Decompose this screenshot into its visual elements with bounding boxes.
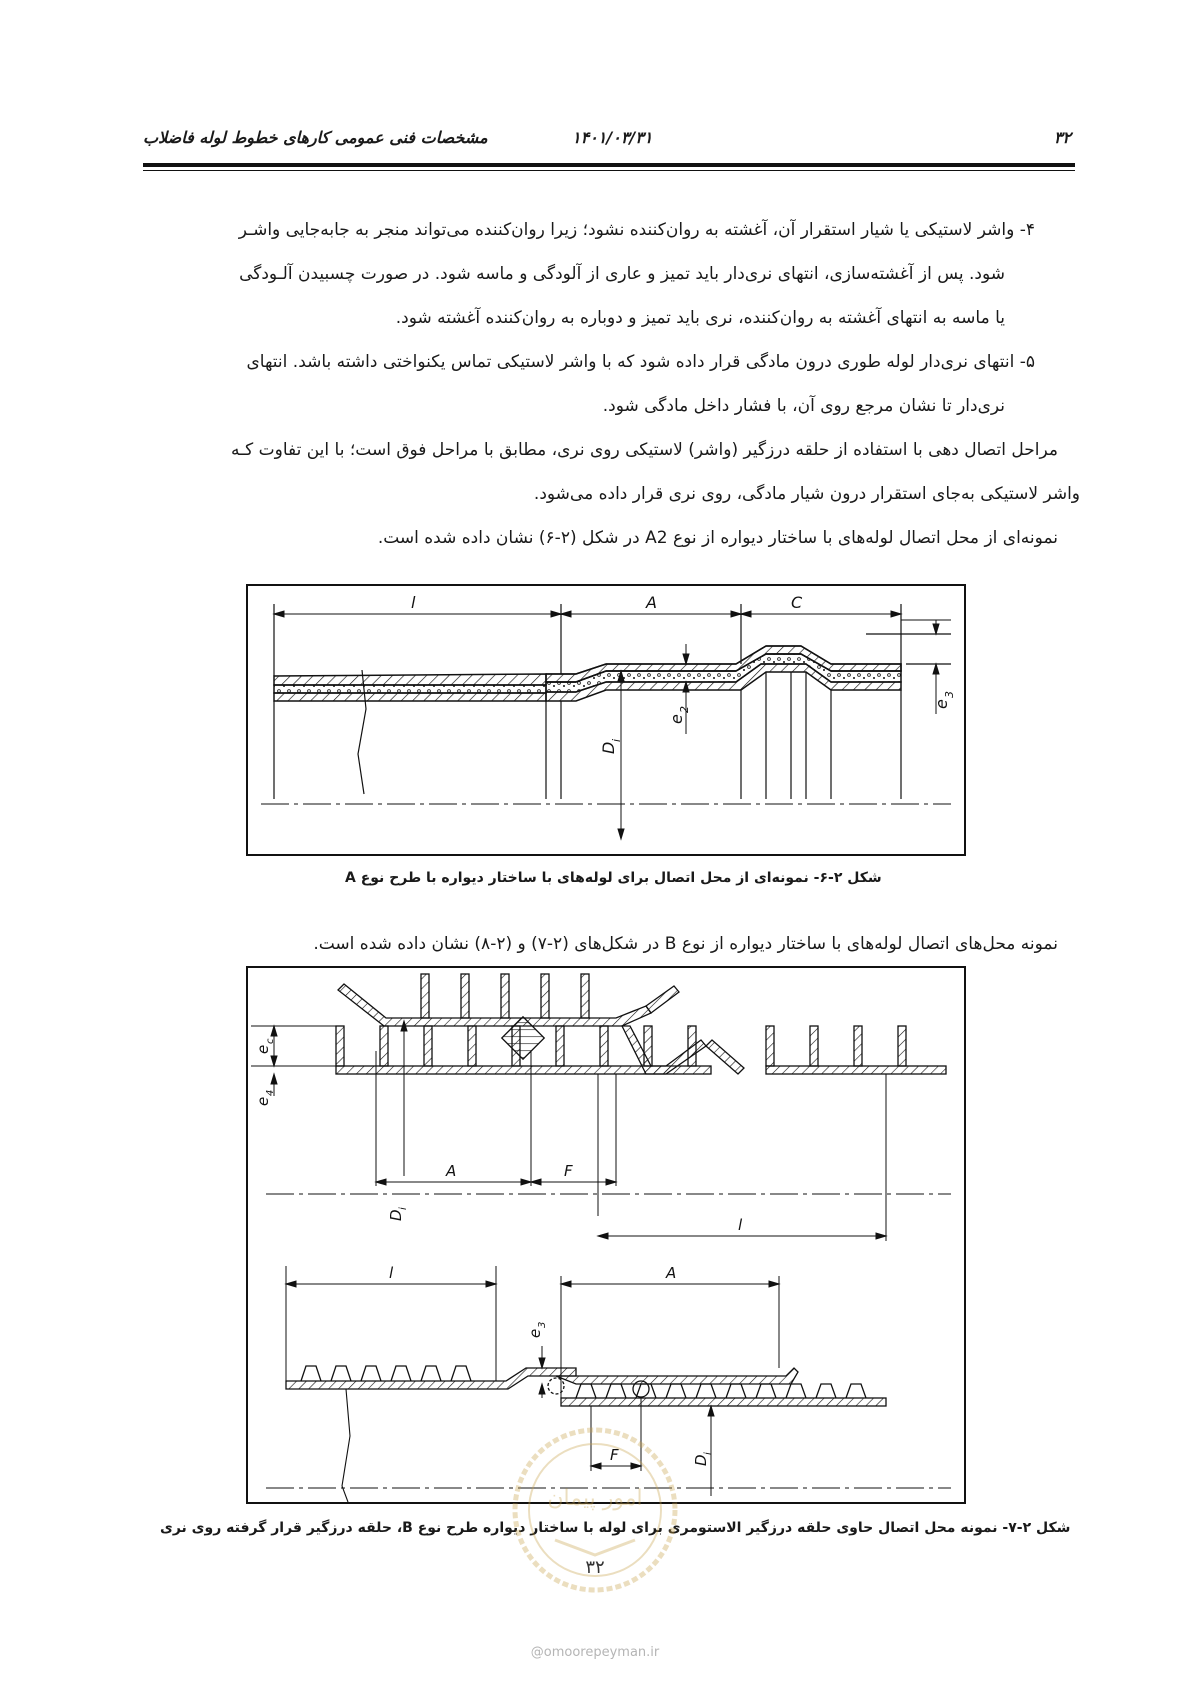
figure2-label-a-top: A [446, 1162, 457, 1180]
figure2-label-e3: e [526, 1328, 544, 1338]
paragraph-step4-line3: یا ماسه به انتهای آغشته به روان‌کننده، نری باید تمیز و دوباره به روان‌کننده آغشته شود. [395, 308, 1005, 328]
figure2-label-l-bottom: l [389, 1264, 394, 1282]
figure2-label-f-bottom: F [610, 1446, 619, 1464]
watermark-text: امور پیمان [547, 1486, 643, 1511]
figure2-label-di-top: D [387, 1209, 405, 1221]
figure1-label-e3: e [932, 699, 951, 709]
watermark-url: @omoorepeyman.ir [530, 1645, 660, 1660]
figure2-label-e4-sub: 4 [265, 1089, 276, 1096]
figure2-label-di-top-sub: i [398, 1207, 409, 1210]
figure1-pipe-wall [274, 646, 901, 794]
figure-joint-type-a [246, 584, 966, 856]
figure2-label-di-bottom: D [692, 1454, 710, 1466]
figure2-top-socket [338, 974, 744, 1074]
figure1-caption: شکل ۲-۶- نمونه‌ای از محل اتصال برای لوله‌های با ساختار دیواره با طرح نوع A [345, 870, 882, 886]
paragraph-figure6-intro: نمونه‌ای از محل اتصال لوله‌های با ساختار دیواره از نوع A2 در شکل (۲-۶) نشان داده شده است. [377, 528, 1058, 548]
figure2-label-f-top: F [564, 1162, 573, 1180]
figure2-top-extension-lines [251, 1026, 886, 1241]
paragraph-step5-line1: ۵- انتهای نری‌دار لوله طوری درون مادگی قرار داده شود که با واشر لاستیکی تماس یکنواختی داشته باشد. انتهای [246, 352, 1035, 372]
figure1-label-c: C [791, 593, 803, 612]
header-rule-thick [143, 163, 1075, 167]
figure2-label-a-bottom: A [666, 1264, 677, 1282]
header-date: ۱۴۰۱/۰۳/۳۱ [572, 128, 653, 147]
paragraph-procedure-line2: واشر لاستیکی به‌جای استقرار درون شیار مادگی، روی نری قرار داده می‌شود. [533, 484, 1080, 504]
header-rule-thin [143, 170, 1075, 171]
header-title: مشخصات فنی عمومی کارهای خطوط لوله فاضلاب [143, 128, 488, 147]
paragraph-step4-line2: شود. پس از آغشته‌سازی، انتهای نری‌دار باید تمیز و عاری از آلودگی و ماسه شود. در صورت چسبیدن آلـودگی [239, 264, 1005, 284]
figure1-dimension-lines [274, 611, 951, 839]
paragraph-figure7-intro: نمونه محل‌های اتصال لوله‌های با ساختار دیواره از نوع B در شکل‌های (۲-۷) و (۲-۸) نشان داده شده است. [313, 934, 1058, 954]
figure2-label-ec-sub: c [265, 1038, 276, 1044]
figure1-label-e2-sub: 2 [678, 706, 691, 713]
figure2-label-ec: e [254, 1044, 272, 1054]
figure1-label-di: D [599, 741, 618, 754]
figure2-top-dimension-lines [271, 1021, 886, 1239]
paragraph-step4-line1: ۴- واشر لاستیکی یا شیار استقرار آن، آغشته به روان‌کننده نشود؛ زیرا روان‌کننده می‌تواند منجر به جابه‌جایی واشـر [238, 220, 1035, 240]
figure2-caption: شکل ۲-۷- نمونه محل اتصال حاوی حلقه درزگیر الاستومری برای لوله با ساختار دیواره طرح نوع B، حلقه درزگیر قرار گرفته روی نری [160, 1520, 1071, 1536]
paragraph-procedure-line1: مراحل اتصال دهی با استفاده از حلقه درزگیر (واشر) لاستیکی روی نری، مطابق با مراحل فوق است؛ با این تفاوت کـه [231, 440, 1058, 460]
figure1-label-l: l [411, 593, 416, 612]
figure2-label-di-bottom-sub: i [703, 1452, 714, 1455]
figure1-label-e2: e [667, 714, 686, 724]
figure1-label-di-sub: i [610, 738, 623, 742]
paragraph-step5-line2: نری‌دار تا نشان مرجع روی آن، با فشار داخل مادگی شود. [602, 396, 1005, 416]
figure1-frame [247, 585, 965, 855]
figure1-label-a: A [646, 593, 657, 612]
figure1-label-e3-sub: 3 [943, 691, 956, 698]
figure2-label-e4: e [254, 1096, 272, 1106]
header-page-number: ۳۲ [1053, 128, 1071, 147]
footer-page-number: ۳۲ [585, 1557, 605, 1578]
figure2-label-l-top: l [738, 1216, 743, 1234]
figure2-label-e3-sub: 3 [537, 1321, 548, 1328]
